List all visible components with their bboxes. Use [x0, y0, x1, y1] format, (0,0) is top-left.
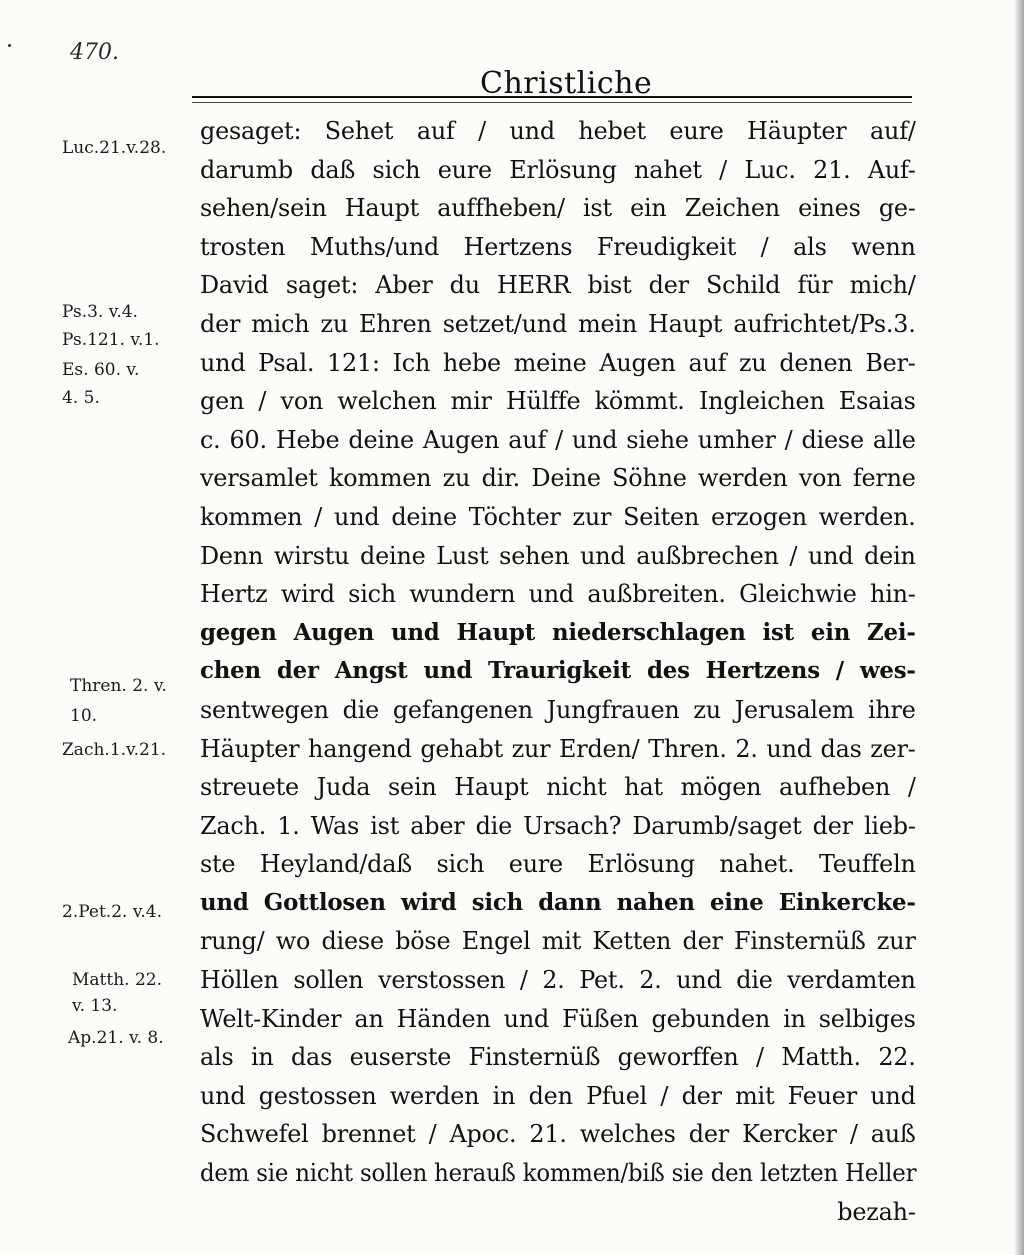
margin-note: Ap.21. v. 8. [68, 1028, 164, 1048]
margin-note: Zach.1.v.21. [62, 740, 167, 760]
text-line: dem sie nicht sollen herauß kommen/biß sie den letzten Heller [200, 1159, 917, 1188]
margin-note: 2.Pet.2. v.4. [62, 902, 163, 922]
text-line: streuete Juda sein Haupt nicht hat mögen aufheben / [200, 773, 916, 802]
margin-note: Thren. 2. v. [70, 676, 167, 696]
text-line: als in das euserste Finsternüß geworffen / Matth. 22. [200, 1043, 916, 1072]
text-line: darumb daß sich eure Erlösung nahet / Luc. 21. Auf- [200, 155, 916, 184]
text-line: der mich zu Ehren setzet/und mein Haupt aufrichtet/Ps.3. [200, 309, 916, 338]
body-text [200, 112, 920, 1231]
margin-note: 10. [70, 706, 98, 726]
text-line: und gestossen werden in den Pfuel / der mit Feuer und [200, 1081, 916, 1110]
text-line: Welt-Kinder an Händen und Füßen gebunden in selbiges [200, 1004, 916, 1033]
margin-note: Ps.121. v.1. [62, 330, 160, 350]
text-line: gesaget: Sehet auf / und hebet eure Häupter auf/ [200, 117, 916, 145]
margin-note: Es. 60. v. [62, 360, 140, 380]
text-line: Denn wirstu deine Lust sehen und außbrechen / und dein [200, 541, 916, 570]
page-edge-shadow [1014, 0, 1024, 1255]
page-number: 470. [70, 40, 119, 65]
margin-note: v. 13. [72, 996, 118, 1016]
text-line: trosten Muths/und Hertzens Freudigkeit / als wenn [200, 232, 916, 261]
text-line: gen / von welchen mir Hülffe kömmt. Ingleichen Esaias [200, 387, 916, 416]
text-line: chen der Angst und Traurigkeit des Hertzens / wes- [200, 657, 916, 685]
text-line: Zach. 1. Was ist aber die Ursach? Darumb/saget der lieb- [200, 811, 916, 840]
running-head: Christliche [480, 66, 653, 101]
text-line: David saget: Aber du HERR bist der Schild für mich/ [200, 271, 916, 300]
text-line: gegen Augen und Haupt niederschlagen ist ein Zei- [200, 618, 916, 646]
text-line: sehen/sein Haupt auffheben/ ist ein Zeichen eines ge- [200, 194, 916, 223]
header-rule [192, 96, 912, 98]
text-line: ste Heyland/daß sich eure Erlösung nahet. Teuffeln [200, 850, 916, 879]
text-line: versamlet kommen zu dir. Deine Söhne werden von ferne [200, 464, 916, 493]
header-rule-thin [192, 102, 912, 103]
margin-note: Luc.21.v.28. [62, 138, 167, 158]
margin-note: Ps.3. v.4. [62, 302, 138, 322]
text-line: sentwegen die gefangenen Jungfrauen zu Jerusalem ihre [200, 695, 916, 724]
text-line: c. 60. Hebe deine Augen auf / und siehe umher / diese alle [200, 425, 916, 454]
text-line: Schwefel brennet / Apoc. 21. welches der Kercker / auß [200, 1120, 916, 1149]
text-line: und Psal. 121: Ich hebe meine Augen auf zu denen Ber- [200, 348, 916, 377]
text-line: Höllen sollen verstossen / 2. Pet. 2. und die verdamten [200, 966, 916, 995]
margin-note: 4. 5. [62, 388, 100, 408]
text-line: kommen / und deine Töchter zur Seiten erzogen werden. [200, 502, 916, 531]
catchword: bezah- [837, 1197, 916, 1226]
text-line: Hertz wird sich wundern und außbreiten. Gleichwie hin- [200, 580, 916, 609]
margin-notes [0, 0, 200, 1255]
text-line: und Gottlosen wird sich dann nahen eine Einkercke- [200, 888, 916, 916]
text-line: rung/ wo diese böse Engel mit Ketten der Finsternüß zur [200, 927, 916, 956]
text-line: Häupter hangend gehabt zur Erden/ Thren. 2. und das zer- [200, 734, 916, 763]
margin-note: Matth. 22. [72, 970, 162, 990]
